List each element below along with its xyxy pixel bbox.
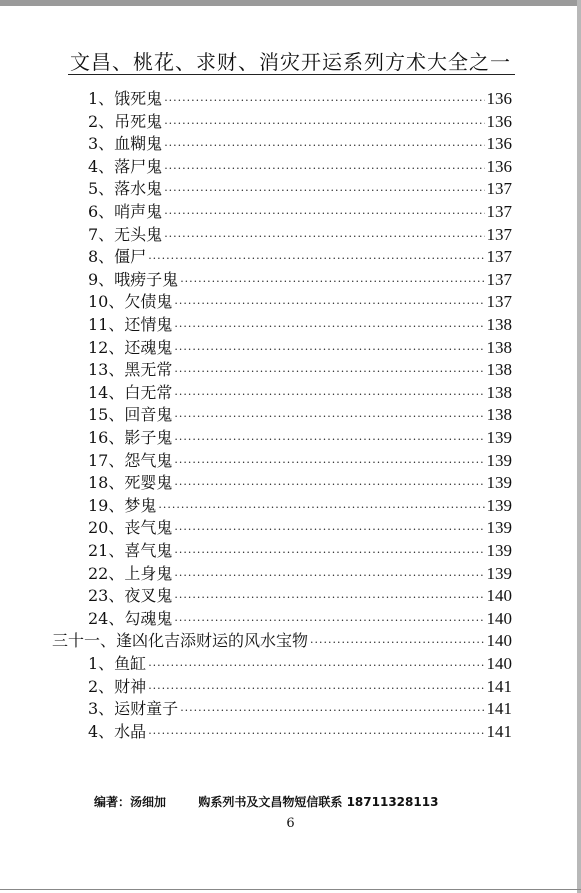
- toc-entry-label: 4、落尸鬼: [88, 156, 163, 176]
- toc-entry-label: 18、死婴鬼: [88, 473, 173, 493]
- toc-entry-page: 139: [486, 518, 512, 538]
- toc-entry-page: 140: [486, 654, 512, 673]
- toc-entry-page: 136: [486, 89, 512, 108]
- toc-entry-page: 139: [486, 450, 512, 470]
- toc-entry-label: 2、财神: [88, 676, 147, 696]
- toc-entry-label: 21、喜气鬼: [88, 541, 173, 560]
- toc-entry-label: 3、血糊鬼: [88, 134, 163, 154]
- toc-leader-dots: [164, 230, 484, 243]
- toc-entry-page: 141: [486, 676, 512, 696]
- toc-leader-dots: [180, 704, 484, 717]
- toc-entry-page: 139: [486, 541, 512, 560]
- toc-entry-page: 136: [486, 156, 512, 176]
- toc-entry-page: 141: [486, 699, 512, 719]
- toc-entry-page: 138: [486, 382, 512, 402]
- toc-leader-dots: [174, 365, 484, 378]
- toc-entry-label: 15、回音鬼: [88, 405, 173, 425]
- toc-entry: [88, 289, 512, 312]
- toc-entry: [88, 335, 512, 358]
- toc-entry-label: 4、水晶: [88, 721, 147, 741]
- toc-entry: [88, 199, 512, 222]
- toc-entry-label: 23、夜叉鬼: [88, 586, 173, 606]
- toc-entry-page: 140: [486, 586, 512, 606]
- toc-entry: [88, 380, 512, 403]
- toc-entry-page: 137: [486, 292, 512, 312]
- toc-entry: [88, 493, 512, 516]
- toc-entry-page: 139: [486, 473, 512, 493]
- toc-entry-page: 138: [486, 337, 512, 357]
- toc-leader-dots: [164, 162, 484, 175]
- toc-leader-dots: [164, 94, 484, 107]
- toc-entry-page: 136: [486, 111, 512, 131]
- toc-leader-dots: [174, 478, 484, 491]
- toc-entry: [88, 674, 512, 697]
- toc-leader-dots: [180, 275, 484, 288]
- toc-entry: [88, 651, 512, 674]
- toc-entry-page: 137: [486, 247, 512, 267]
- toc-entry-label: 2、吊死鬼: [88, 111, 163, 131]
- toc-entry-label: 20、丧气鬼: [88, 518, 173, 538]
- toc-entry-label: 24、勾魂鬼: [88, 608, 173, 628]
- toc-leader-dots: [174, 614, 484, 627]
- toc-entry-label: 16、影子鬼: [88, 428, 173, 447]
- toc-entry-page: 138: [486, 315, 512, 334]
- toc-entry-label: 5、落水鬼: [88, 179, 163, 199]
- toc-entry: [88, 86, 512, 109]
- toc-entry-page: 137: [486, 224, 512, 244]
- toc-entry-label: 11、还情鬼: [88, 315, 173, 334]
- toc-leader-dots: [164, 184, 484, 197]
- toc-entry-page: 140: [486, 608, 512, 628]
- toc-leader-dots: [174, 433, 484, 446]
- toc-entry: [88, 109, 512, 132]
- toc-leader-dots: [148, 659, 484, 672]
- toc-entry: [88, 538, 512, 561]
- toc-entry-label: 1、饿死鬼: [88, 89, 163, 108]
- toc-entry-label: 8、僵尸: [88, 247, 147, 267]
- toc-leader-dots: [164, 207, 484, 220]
- toc-leader-dots: [174, 343, 484, 356]
- footer: [94, 793, 438, 810]
- toc-leader-dots: [148, 727, 484, 740]
- toc-entry: [88, 696, 512, 719]
- toc-entry: [52, 628, 512, 651]
- toc-entry: [88, 719, 512, 742]
- toc-leader-dots: [148, 252, 484, 265]
- bottom-rule: [0, 889, 581, 890]
- toc-leader-dots: [164, 139, 484, 152]
- toc-entry: [88, 357, 512, 380]
- toc-leader-dots: [174, 320, 484, 333]
- toc-entry: [88, 606, 512, 629]
- toc-leader-dots: [148, 682, 484, 695]
- toc-entry-label: 10、欠债鬼: [88, 292, 173, 312]
- scan-edge-top: [0, 0, 581, 6]
- toc-leader-dots: [174, 591, 484, 604]
- toc-entry: [88, 176, 512, 199]
- toc-entry-page: 137: [486, 269, 512, 289]
- toc-entry-label: 17、怨气鬼: [88, 450, 173, 470]
- toc-leader-dots: [158, 501, 484, 514]
- toc-entry: [88, 425, 512, 448]
- toc-entry-page: 136: [486, 134, 512, 154]
- toc-entry: [88, 244, 512, 267]
- toc-leader-dots: [310, 636, 484, 649]
- toc-leader-dots: [174, 569, 484, 582]
- toc-entry: [88, 470, 512, 493]
- toc-entry-page: 137: [486, 179, 512, 199]
- toc-entry-page: 138: [486, 405, 512, 425]
- toc-entry-label: 19、梦鬼: [88, 495, 157, 515]
- toc-entry-page: 141: [486, 721, 512, 741]
- toc-entry: [88, 312, 512, 335]
- toc-leader-dots: [174, 410, 484, 423]
- scan-edge-right: [577, 0, 581, 893]
- toc-entry-label: 13、黑无常: [88, 360, 173, 380]
- toc-entry-label: 9、哦痨子鬼: [88, 269, 179, 289]
- toc-entry: [88, 222, 512, 245]
- toc-entry-page: 140: [486, 631, 512, 651]
- toc-leader-dots: [174, 388, 484, 401]
- toc-entry-page: 139: [486, 563, 512, 583]
- toc-entry: [88, 515, 512, 538]
- toc-entry-page: 138: [486, 360, 512, 380]
- toc-entry-label: 12、还魂鬼: [88, 337, 173, 357]
- footer-contact: 购系列书及文昌物短信联系 18711328113: [198, 795, 439, 809]
- toc-leader-dots: [164, 117, 484, 130]
- toc-leader-dots: [174, 297, 484, 310]
- toc-entry-page: 137: [486, 202, 512, 221]
- header-rule: [68, 74, 515, 75]
- toc-entry-page: 139: [486, 495, 512, 515]
- toc-leader-dots: [174, 523, 484, 536]
- page-number: 6: [286, 816, 295, 831]
- toc-entry-label: 3、运财童子: [88, 699, 179, 719]
- toc-entry: [88, 583, 512, 606]
- toc-entry: [88, 448, 512, 471]
- toc-leader-dots: [174, 546, 484, 559]
- toc-entry-label: 7、无头鬼: [88, 224, 163, 244]
- toc-entry-label: 6、哨声鬼: [88, 202, 163, 221]
- footer-editor: 编著：汤细加: [94, 795, 167, 809]
- toc-leader-dots: [174, 456, 484, 469]
- toc-entry-page: 139: [486, 428, 512, 447]
- toc-entry: [88, 267, 512, 290]
- toc-entry: [88, 131, 512, 154]
- toc-entry-label: 1、鱼缸: [88, 654, 147, 673]
- toc-entry: [88, 154, 512, 177]
- toc-section-title: 三十一、逢凶化吉添财运的风水宝物: [52, 631, 309, 651]
- page-header-title: 文昌、桃花、求财、消灾开运系列方术大全之一: [70, 50, 511, 74]
- toc-entry-label: 22、上身鬼: [88, 563, 173, 583]
- toc-entry-label: 14、白无常: [88, 382, 173, 402]
- toc-entry: [88, 561, 512, 584]
- toc-entry: [88, 402, 512, 425]
